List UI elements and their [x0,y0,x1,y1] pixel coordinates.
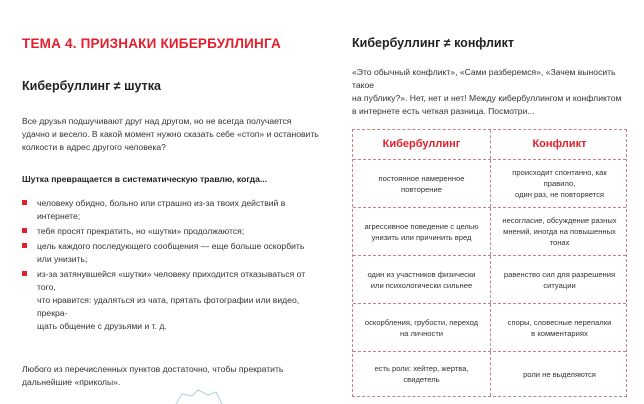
table-header-row [353,130,626,160]
table-cell [353,352,491,396]
bullet-square-icon [22,271,27,276]
table-row [353,352,626,396]
table-cell [491,160,628,207]
cell-line: на личности [399,328,444,338]
intro-line: удачно и весело. В какой момент нужно сказать себе «стоп» и остановить [22,129,319,139]
cell-line: споры, словесные перепалки [507,317,612,327]
list-item [22,240,322,266]
intro-paragraph [22,115,322,154]
table-cell [353,256,491,303]
list-item [22,197,322,223]
outro-line: Любого из перечисленных пунктов достаточно, чтобы прекратить [22,364,284,374]
cell-line: несогласие, обсуждение разных [502,216,617,225]
table-cell [491,256,628,303]
heading-joke: Кибербуллинг ≠ шутка [22,79,161,93]
bullet-text: человеку обидно, больно или страшно из-за твоих действий в интернете; [37,198,286,221]
right-column [352,36,630,118]
table-cell [353,304,491,351]
table-cell [491,208,628,255]
cell-line: равенство сил для разрешения [503,269,616,279]
column-header-cyberbullying: Кибербуллинг [353,130,491,159]
intro-line: Все друзья подшучивают друг над другом, но не всегда получается [22,116,292,126]
subheading: Шутка превращается в систематическую травлю, когда... [22,174,268,184]
list-item [22,268,322,333]
table-row [353,304,626,352]
table-cell [491,352,628,396]
heading-conflict: Кибербуллинг ≠ конфликт [352,36,514,50]
table-row [353,256,626,304]
table-row [353,208,626,256]
cell-line: один из участников физически [367,269,476,279]
list-item [22,225,322,238]
cell-line: агрессивное поведение с целью [364,221,479,231]
cell-line: постоянное намеренное повторение [378,173,465,194]
table-cell [353,160,491,207]
bullet-list [22,197,322,333]
bullet-text: из-за затянувшейся «шутки» человеку приходится отказываться от того, [37,269,306,292]
cell-line: роли не выделяются [523,369,596,379]
topic-title: ТЕМА 4. ПРИЗНАКИ КИБЕРБУЛЛИНГА [22,36,281,51]
bullet-square-icon [22,243,27,248]
intro-line: в интернете есть четкая разница. Посмотри... [352,106,535,116]
bullet-square-icon [22,200,27,205]
cell-line: или психологически сильнее [370,280,473,290]
cell-line: один раз, не повторяется [515,190,604,199]
bullet-text: цель каждого последующего сообщения — еще больше оскорбить [37,241,305,251]
bullet-text: щать общение с друзьями и т. д. [37,321,167,331]
decorative-outline-icon [168,386,228,404]
right-intro-paragraph [352,66,630,118]
left-column [22,36,322,389]
cell-line: есть роли: хейтер, жертва, свидетель [374,364,469,384]
cell-line: оскорбления, грубости, переход [364,317,479,327]
intro-line: на публику?». Нет, нет и нет! Между кибербуллингом и конфликтом [352,93,622,103]
outro-line: дальнейшие «приколы». [22,377,121,387]
bullet-text: тебя просят прекратить, но «шутки» продолжаются; [37,226,245,236]
cell-line: ситуации [543,280,576,290]
column-header-conflict: Конфликт [532,138,587,150]
cell-line: мнений, иногда на повышенных тонах [503,227,616,247]
bullet-square-icon [22,228,27,233]
cell-line: унизить или причинить вред [371,232,472,242]
cell-line: в комментариях [531,328,588,338]
comparison-table [352,129,627,397]
intro-line: «Это обычный конфликт», «Сами разберемся», «Зачем выносить такое [352,67,616,90]
cell-line: происходит спонтанно, как правило, [512,168,607,188]
table-row [353,160,626,208]
table-cell [353,208,491,255]
bullet-text: что нравится: удаляться из чата, прятать фотографии или видео, прекра- [37,295,300,318]
intro-line: колкости в адрес другого человека? [22,142,166,152]
table-cell [491,304,628,351]
bullet-text: или унизить; [37,254,88,264]
